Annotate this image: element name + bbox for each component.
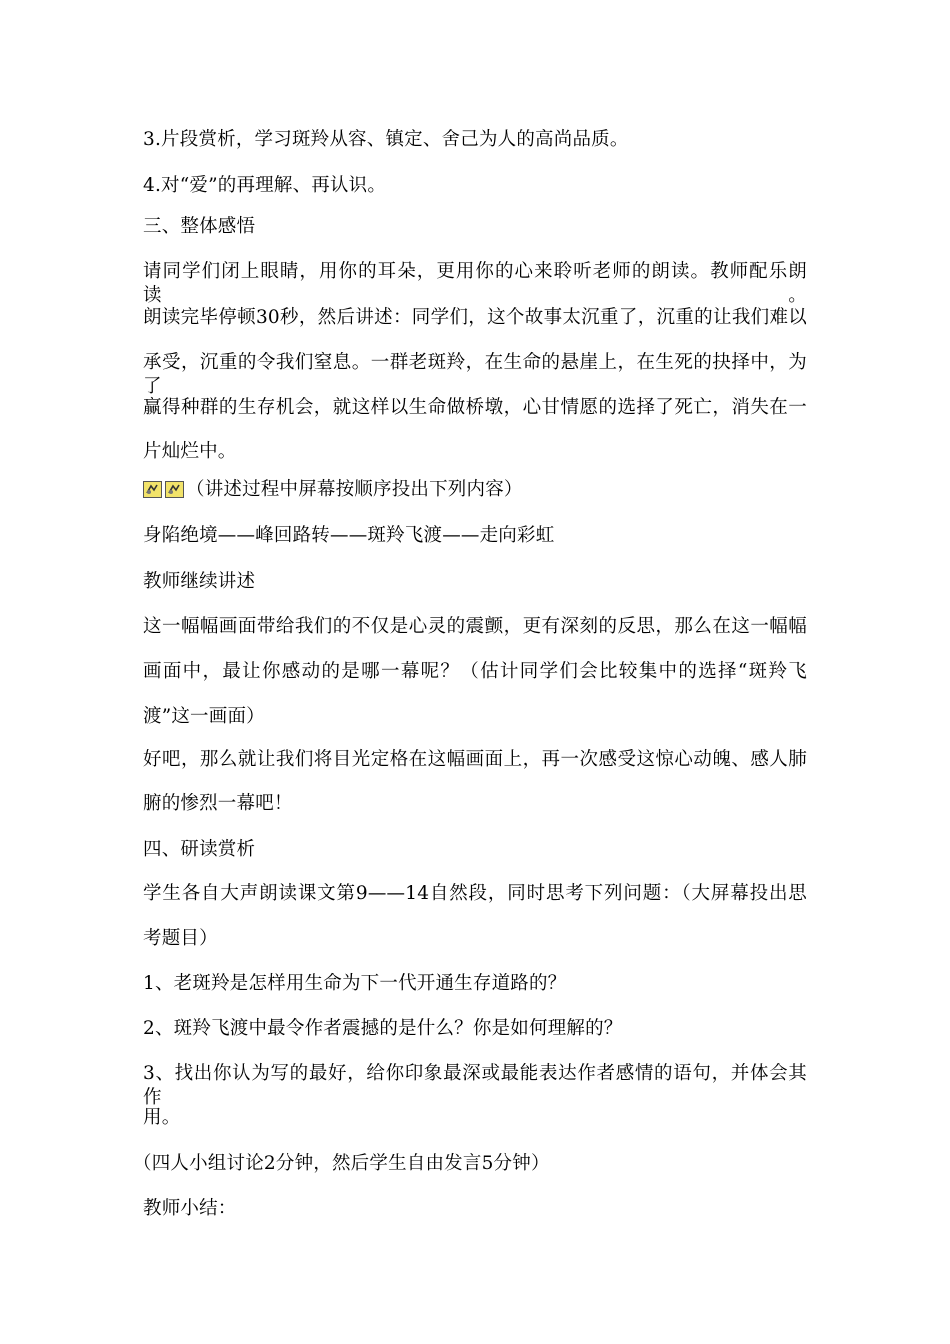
slide-icon xyxy=(143,481,162,498)
question-2: 2、斑羚飞渡中最令作者震撼的是什么？你是如何理解的？ xyxy=(143,1018,623,1039)
paragraph-14: 渡”这一画面） xyxy=(143,706,265,727)
paragraph-6: 承受，沉重的令我们窒息。一群老斑羚，在生命的悬崖上，在生死的抉择中，为了 xyxy=(143,352,807,397)
paragraph-24: （四人小组讨论2分钟，然后学生自由发言5分钟） xyxy=(133,1153,550,1174)
paragraph-8: 片灿烂中。 xyxy=(143,441,237,462)
paragraph-18: 学生各自大声朗读课文第9——14自然段，同时思考下列问题：（大屏幕投出思 xyxy=(143,883,807,904)
paragraph-11: 教师继续讲述 xyxy=(143,571,256,592)
paragraph-2: 4.对“爱”的再理解、再认识。 xyxy=(143,175,387,196)
paragraph-12: 这一幅幅画面带给我们的不仅是心灵的震颤，更有深刻的反思，那么在这一幅幅 xyxy=(143,616,807,637)
slide-icon xyxy=(165,481,184,498)
section-heading-3: 三、整体感悟 xyxy=(143,216,256,237)
paragraph-25: 教师小结： xyxy=(143,1198,237,1219)
paragraph-5: 朗读完毕停顿30秒，然后讲述：同学们，这个故事太沉重了，沉重的让我们难以 xyxy=(143,307,807,328)
paragraph-4: 请同学们闭上眼睛，用你的耳朵，更用你的心来聆听老师的朗读。教师配乐朗读。 xyxy=(143,261,807,306)
slide-note-line xyxy=(143,478,523,502)
paragraph-19: 考题目） xyxy=(143,928,218,949)
paragraph-10: 身陷绝境——峰回路转——斑羚飞渡——走向彩虹 xyxy=(143,525,555,546)
paragraph-13: 画面中，最让你感动的是哪一幕呢？（估计同学们会比较集中的选择“斑羚飞 xyxy=(143,661,807,682)
question-1: 1、老斑羚是怎样用生命为下一代开通生存道路的？ xyxy=(143,973,567,994)
paragraph-15: 好吧，那么就让我们将目光定格在这幅画面上，再一次感受这惊心动魄、感人肺 xyxy=(143,749,807,770)
section-heading-17: 四、研读赏析 xyxy=(143,839,256,860)
question-3: 3、找出你认为写的最好，给你印象最深或最能表达作者感情的语句，并体会其作 xyxy=(143,1063,807,1108)
paragraph-16: 腑的惨烈一幕吧！ xyxy=(143,793,293,814)
paragraph-23: 用。 xyxy=(143,1107,181,1128)
slide-icons xyxy=(143,481,184,498)
slide-note-text: （讲述过程中屏幕按顺序投出下列内容） xyxy=(186,479,523,500)
paragraph-7: 赢得种群的生存机会，就这样以生命做桥墩，心甘情愿的选择了死亡，消失在一 xyxy=(143,397,807,418)
paragraph-1: 3.片段赏析，学习斑羚从容、镇定、舍己为人的高尚品质。 xyxy=(143,129,629,150)
